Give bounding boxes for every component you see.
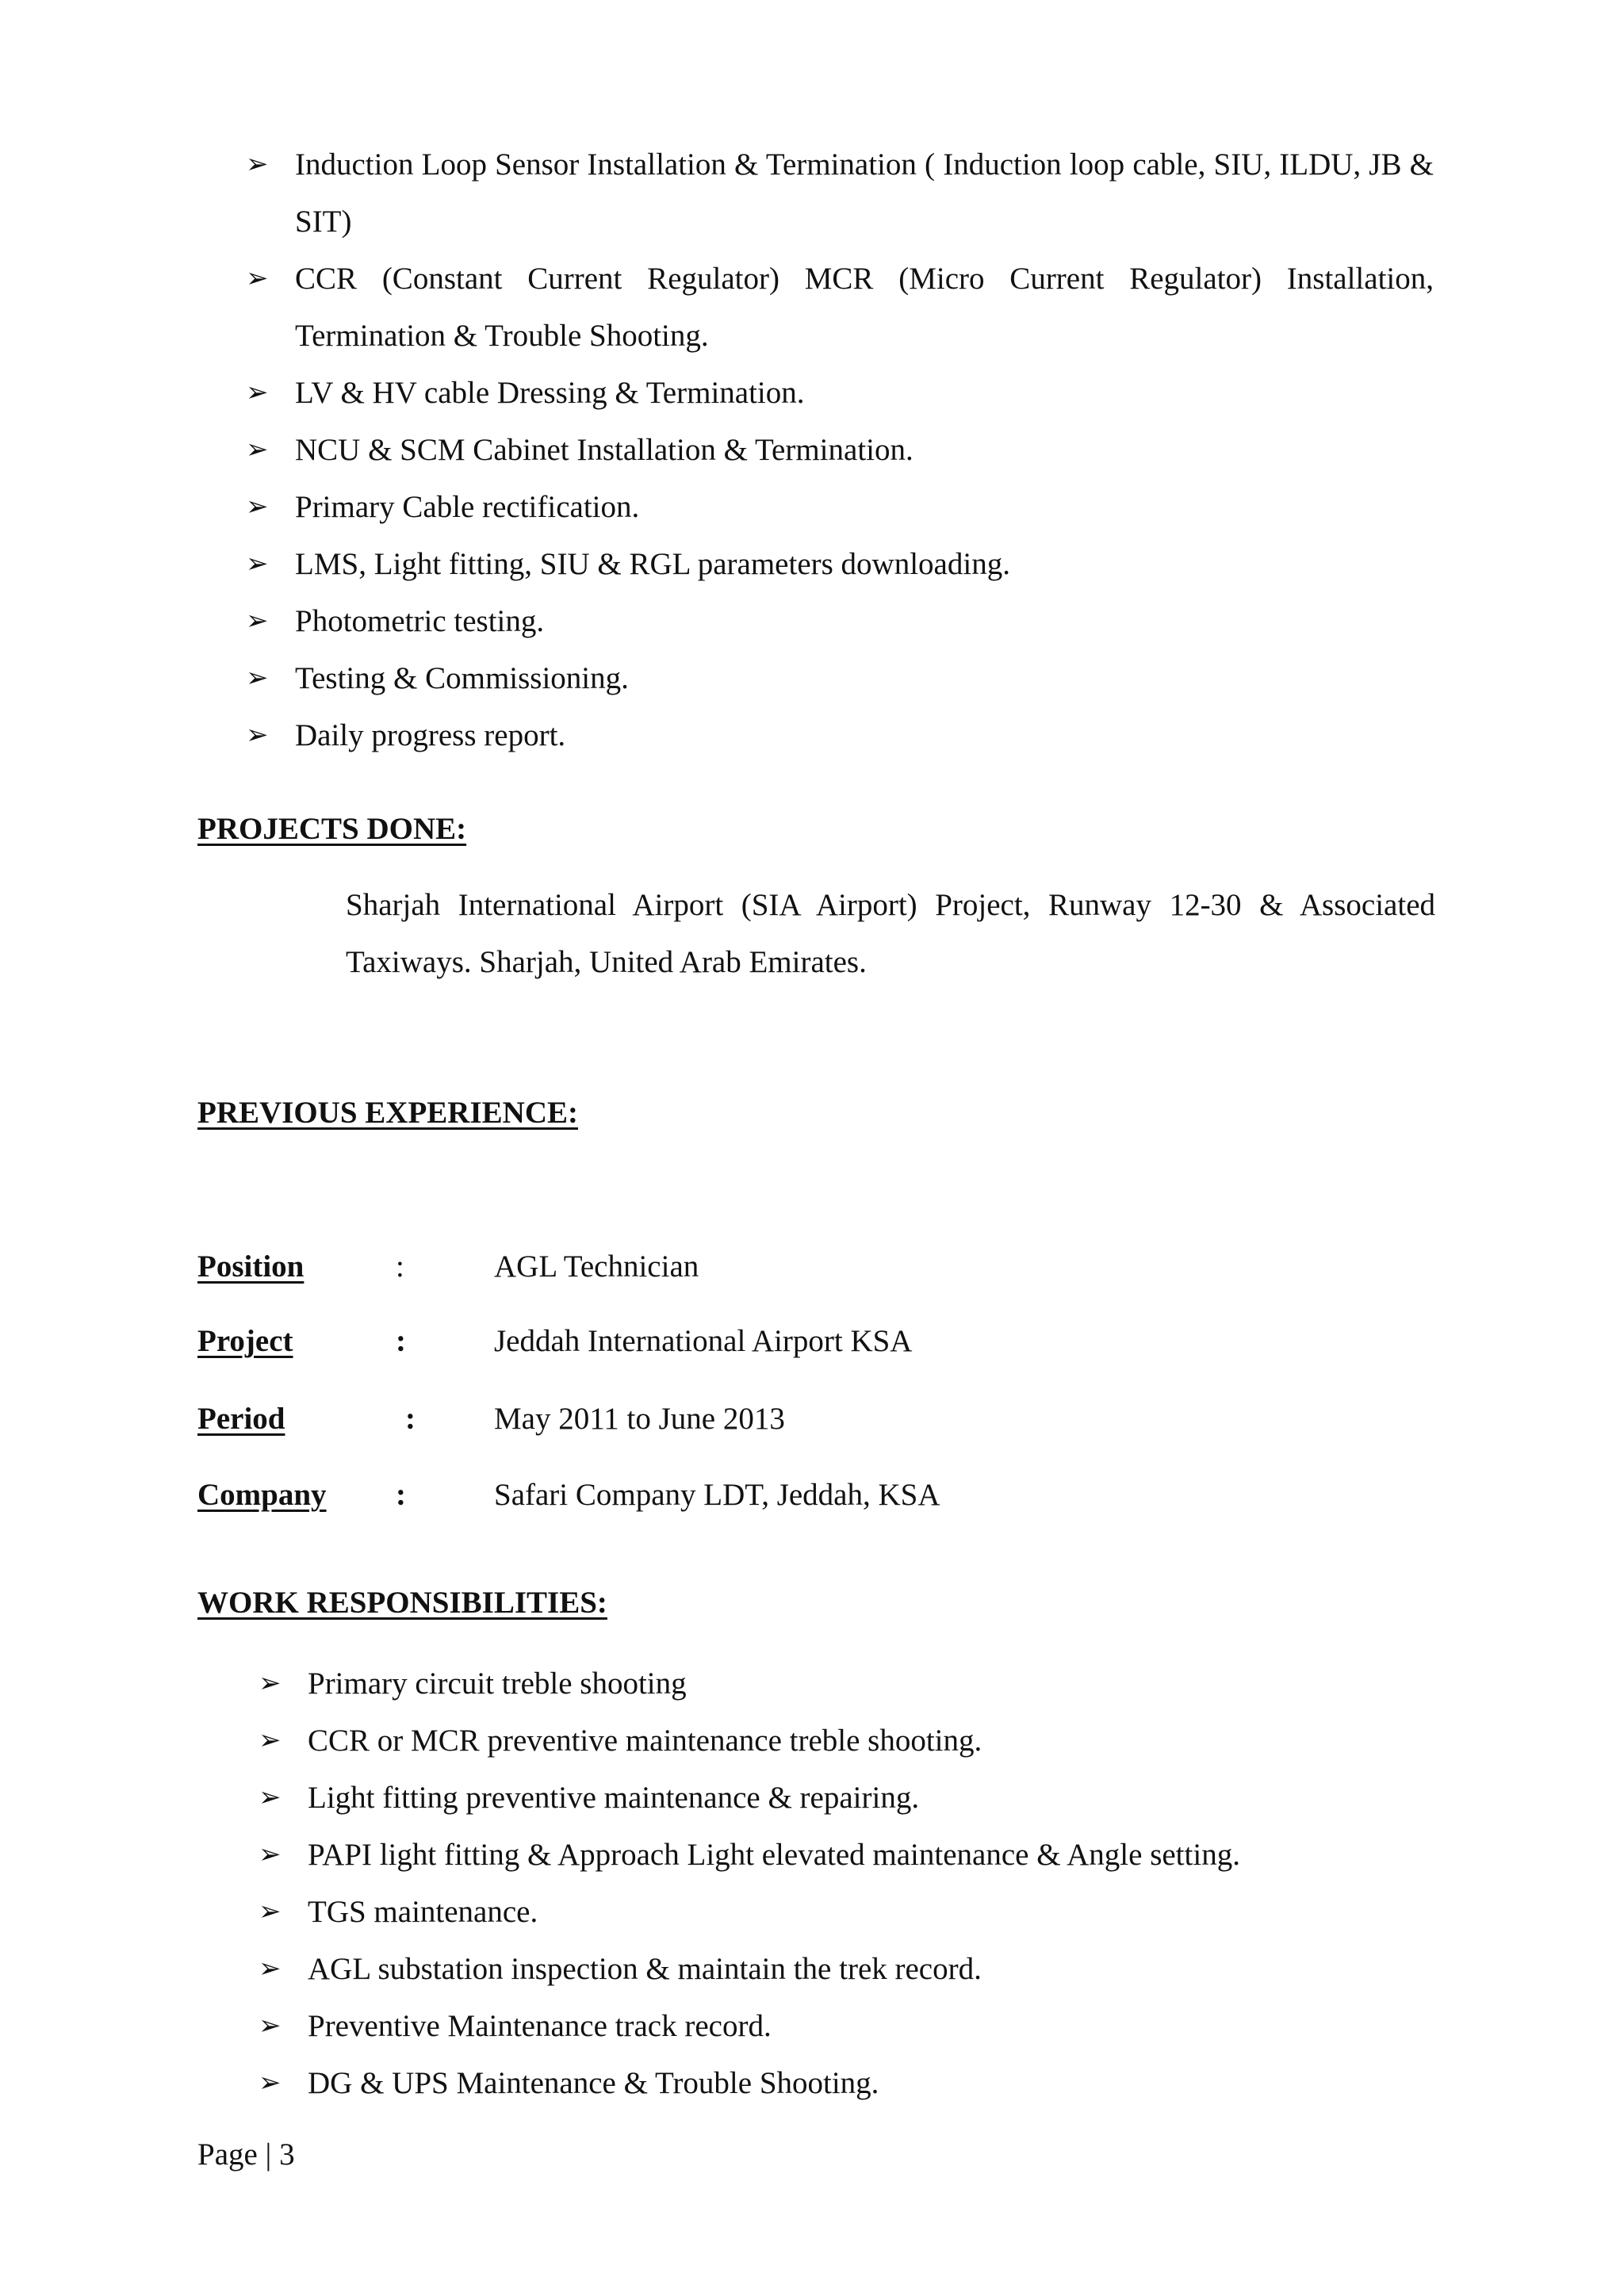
list-item-text: DG & UPS Maintenance & Trouble Shooting.	[308, 2066, 879, 2100]
arrow-bullet-icon: ➢	[259, 1840, 282, 1869]
list-item	[246, 479, 1434, 536]
list-item-text: NCU & SCM Cabinet Installation & Termination.	[295, 433, 914, 467]
company-value: Safari Company LDT, Jeddah, KSA	[494, 1478, 940, 1512]
list-item-text: CCR or MCR preventive maintenance treble shooting.	[308, 1724, 982, 1758]
responsibilities-bullet-list	[259, 1655, 1434, 2112]
list-item	[259, 1884, 1434, 1941]
list-item	[246, 593, 1434, 650]
list-item	[246, 365, 1434, 422]
arrow-bullet-icon: ➢	[259, 2011, 282, 2041]
company-row	[197, 1471, 1387, 1519]
list-item	[246, 707, 1434, 764]
period-label: Period	[197, 1402, 285, 1436]
arrow-bullet-icon: ➢	[246, 549, 269, 579]
list-item-text: Testing & Commissioning.	[295, 661, 629, 695]
list-item-text: TGS maintenance.	[308, 1895, 538, 1929]
arrow-bullet-icon: ➢	[246, 150, 269, 179]
page-number-footer: Page | 3	[197, 2137, 295, 2172]
skills-bullet-list	[246, 136, 1434, 764]
list-item-text: Light fitting preventive maintenance & repairing.	[308, 1781, 920, 1815]
list-item	[259, 1770, 1434, 1827]
list-item-text: Primary Cable rectification.	[295, 490, 640, 524]
separator-colon: :	[396, 1478, 406, 1512]
company-label: Company	[197, 1478, 327, 1512]
period-row	[197, 1395, 1387, 1443]
work-responsibilities-heading: WORK RESPONSIBILITIES:	[197, 1586, 607, 1620]
arrow-bullet-icon: ➢	[246, 664, 269, 693]
list-item	[259, 1712, 1434, 1770]
list-item-text: LV & HV cable Dressing & Termination.	[295, 376, 805, 410]
arrow-bullet-icon: ➢	[259, 1669, 282, 1698]
arrow-bullet-icon: ➢	[246, 378, 269, 408]
list-item	[246, 536, 1434, 593]
list-item	[259, 2055, 1434, 2112]
project-row	[197, 1318, 1387, 1365]
list-item-text: Primary circuit treble shooting	[308, 1667, 687, 1701]
list-item	[246, 136, 1434, 251]
previous-experience-heading: PREVIOUS EXPERIENCE:	[197, 1096, 578, 1130]
separator-colon: :	[396, 1249, 404, 1284]
list-item-text: LMS, Light fitting, SIU & RGL parameters downloading.	[295, 547, 1010, 581]
arrow-bullet-icon: ➢	[246, 264, 269, 293]
list-item	[259, 1827, 1434, 1884]
list-item	[246, 251, 1434, 365]
list-item	[246, 422, 1434, 479]
arrow-bullet-icon: ➢	[246, 607, 269, 636]
list-item	[259, 1655, 1434, 1712]
position-value: AGL Technician	[494, 1249, 699, 1284]
project-value: Jeddah International Airport KSA	[494, 1324, 913, 1358]
list-item-text: Photometric testing.	[295, 604, 545, 638]
period-value: May 2011 to June 2013	[494, 1402, 785, 1436]
arrow-bullet-icon: ➢	[246, 492, 269, 522]
list-item-text: PAPI light fitting & Approach Light elevated maintenance & Angle setting.	[308, 1838, 1240, 1872]
list-item-text: Daily progress report.	[295, 718, 566, 752]
arrow-bullet-icon: ➢	[259, 1897, 282, 1927]
arrow-bullet-icon: ➢	[246, 721, 269, 750]
list-item-text: Induction Loop Sensor Installation & Termination ( Induction loop cable, SIU, ILDU, JB & SIT)	[295, 147, 1434, 239]
position-label: Position	[197, 1249, 304, 1284]
projects-done-heading: PROJECTS DONE:	[197, 812, 467, 846]
list-item-text: AGL substation inspection & maintain the trek record.	[308, 1952, 982, 1986]
arrow-bullet-icon: ➢	[259, 1726, 282, 1755]
arrow-bullet-icon: ➢	[259, 2068, 282, 2098]
arrow-bullet-icon: ➢	[259, 1954, 282, 1984]
arrow-bullet-icon: ➢	[246, 435, 269, 465]
project-label: Project	[197, 1324, 293, 1358]
position-row	[197, 1243, 1387, 1291]
separator-colon: :	[405, 1402, 416, 1436]
list-item	[246, 650, 1434, 707]
separator-colon: :	[396, 1324, 406, 1358]
arrow-bullet-icon: ➢	[259, 1783, 282, 1812]
list-item	[259, 1941, 1434, 1998]
list-item	[259, 1998, 1434, 2055]
projects-done-text: Sharjah International Airport (SIA Airport) Project, Runway 12-30 & Associated Taxiways. Sharjah, United Arab Emirates.	[346, 888, 1435, 979]
list-item-text: CCR (Constant Current Regulator) MCR (Micro Current Regulator) Installation, Termination & Trouble Shooting.	[295, 262, 1434, 353]
list-item-text: Preventive Maintenance track record.	[308, 2009, 772, 2043]
